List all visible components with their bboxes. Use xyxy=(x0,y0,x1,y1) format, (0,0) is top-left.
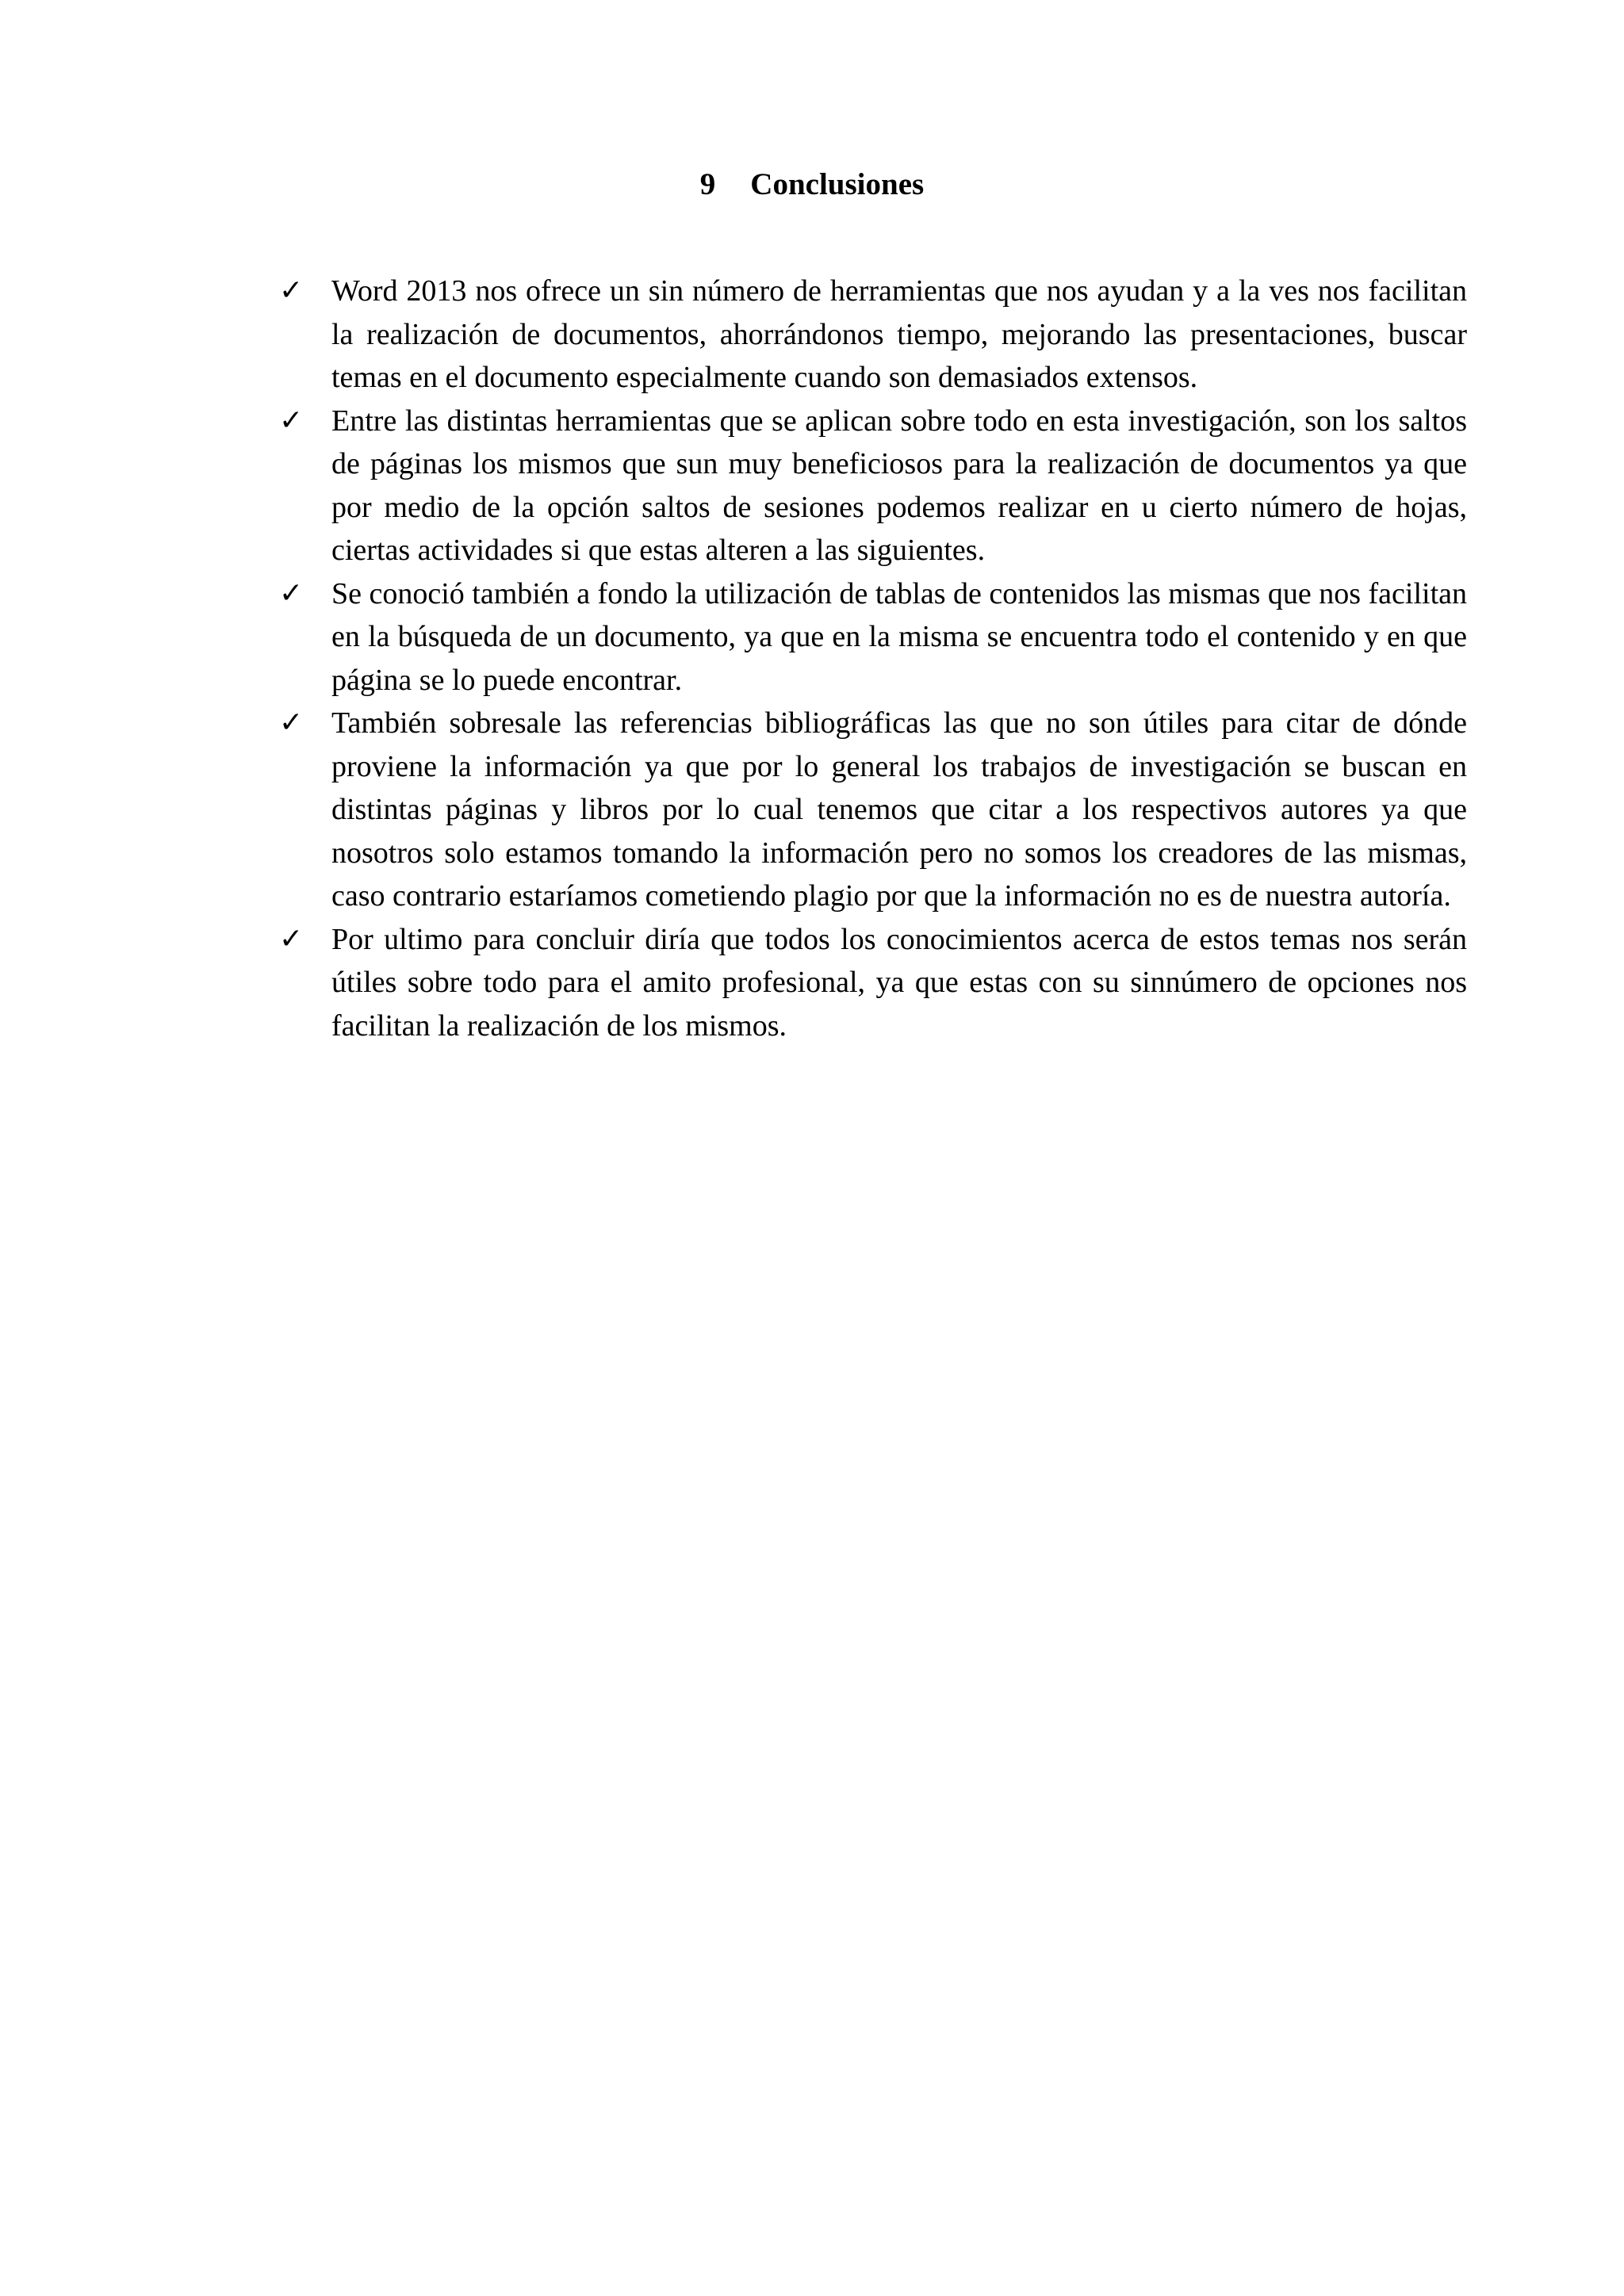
section-title: Conclusiones xyxy=(750,167,925,201)
checkmark-icon: ✓ xyxy=(279,922,304,955)
conclusion-text: Por ultimo para concluir diría que todos los conocimientos acerca de estos temas nos serán útiles sobre todo para el amito profesional, ya que estas con su sinnúmero de opciones nos facilitan la realización de los mismos. xyxy=(331,922,1467,1043)
checkmark-icon: ✓ xyxy=(279,274,304,307)
conclusion-item xyxy=(279,702,1467,918)
conclusion-text: Word 2013 nos ofrece un sin número de herramientas que nos ayudan y a la ves nos facilitan la realización de documentos, ahorrándonos tiempo, mejorando las presentaciones, buscar temas en el documento especialmente cuando son demasiados extensos. xyxy=(331,274,1467,394)
conclusion-text: Entre las distintas herramientas que se aplican sobre todo en esta investigación, son los saltos de páginas los mismos que sun muy beneficiosos para la realización de documentos ya que por medio de la opción saltos de sesiones podemos realizar en u cierto número de hojas, ciertas actividades si que estas alteren a las siguientes. xyxy=(331,404,1467,567)
conclusion-item xyxy=(279,572,1467,702)
conclusion-item xyxy=(279,918,1467,1048)
conclusion-text: Se conoció también a fondo la utilización de tablas de contenidos las mismas que nos facilitan en la búsqueda de un documento, ya que en la misma se encuentra todo el contenido y en que página se lo puede encontrar. xyxy=(331,576,1467,697)
section-number: 9 xyxy=(699,167,716,201)
section-heading xyxy=(0,165,1624,205)
conclusion-item xyxy=(279,400,1467,572)
checkmark-icon: ✓ xyxy=(279,706,304,739)
checkmark-icon: ✓ xyxy=(279,576,304,610)
conclusions-list xyxy=(279,270,1467,1047)
checkmark-icon: ✓ xyxy=(279,404,304,437)
conclusion-text: También sobresale las referencias bibliográficas las que no son útiles para citar de dónde proviene la información ya que por lo general los trabajos de investigación se buscan en distintas páginas y libros por lo cual tenemos que citar a los respectivos autores ya que nosotros solo estamos tomando la información pero no somos los creadores de las mismas, caso contrario estaríamos cometiendo plagio por que la información no es de nuestra autoría. xyxy=(331,706,1467,913)
conclusion-item xyxy=(279,270,1467,400)
